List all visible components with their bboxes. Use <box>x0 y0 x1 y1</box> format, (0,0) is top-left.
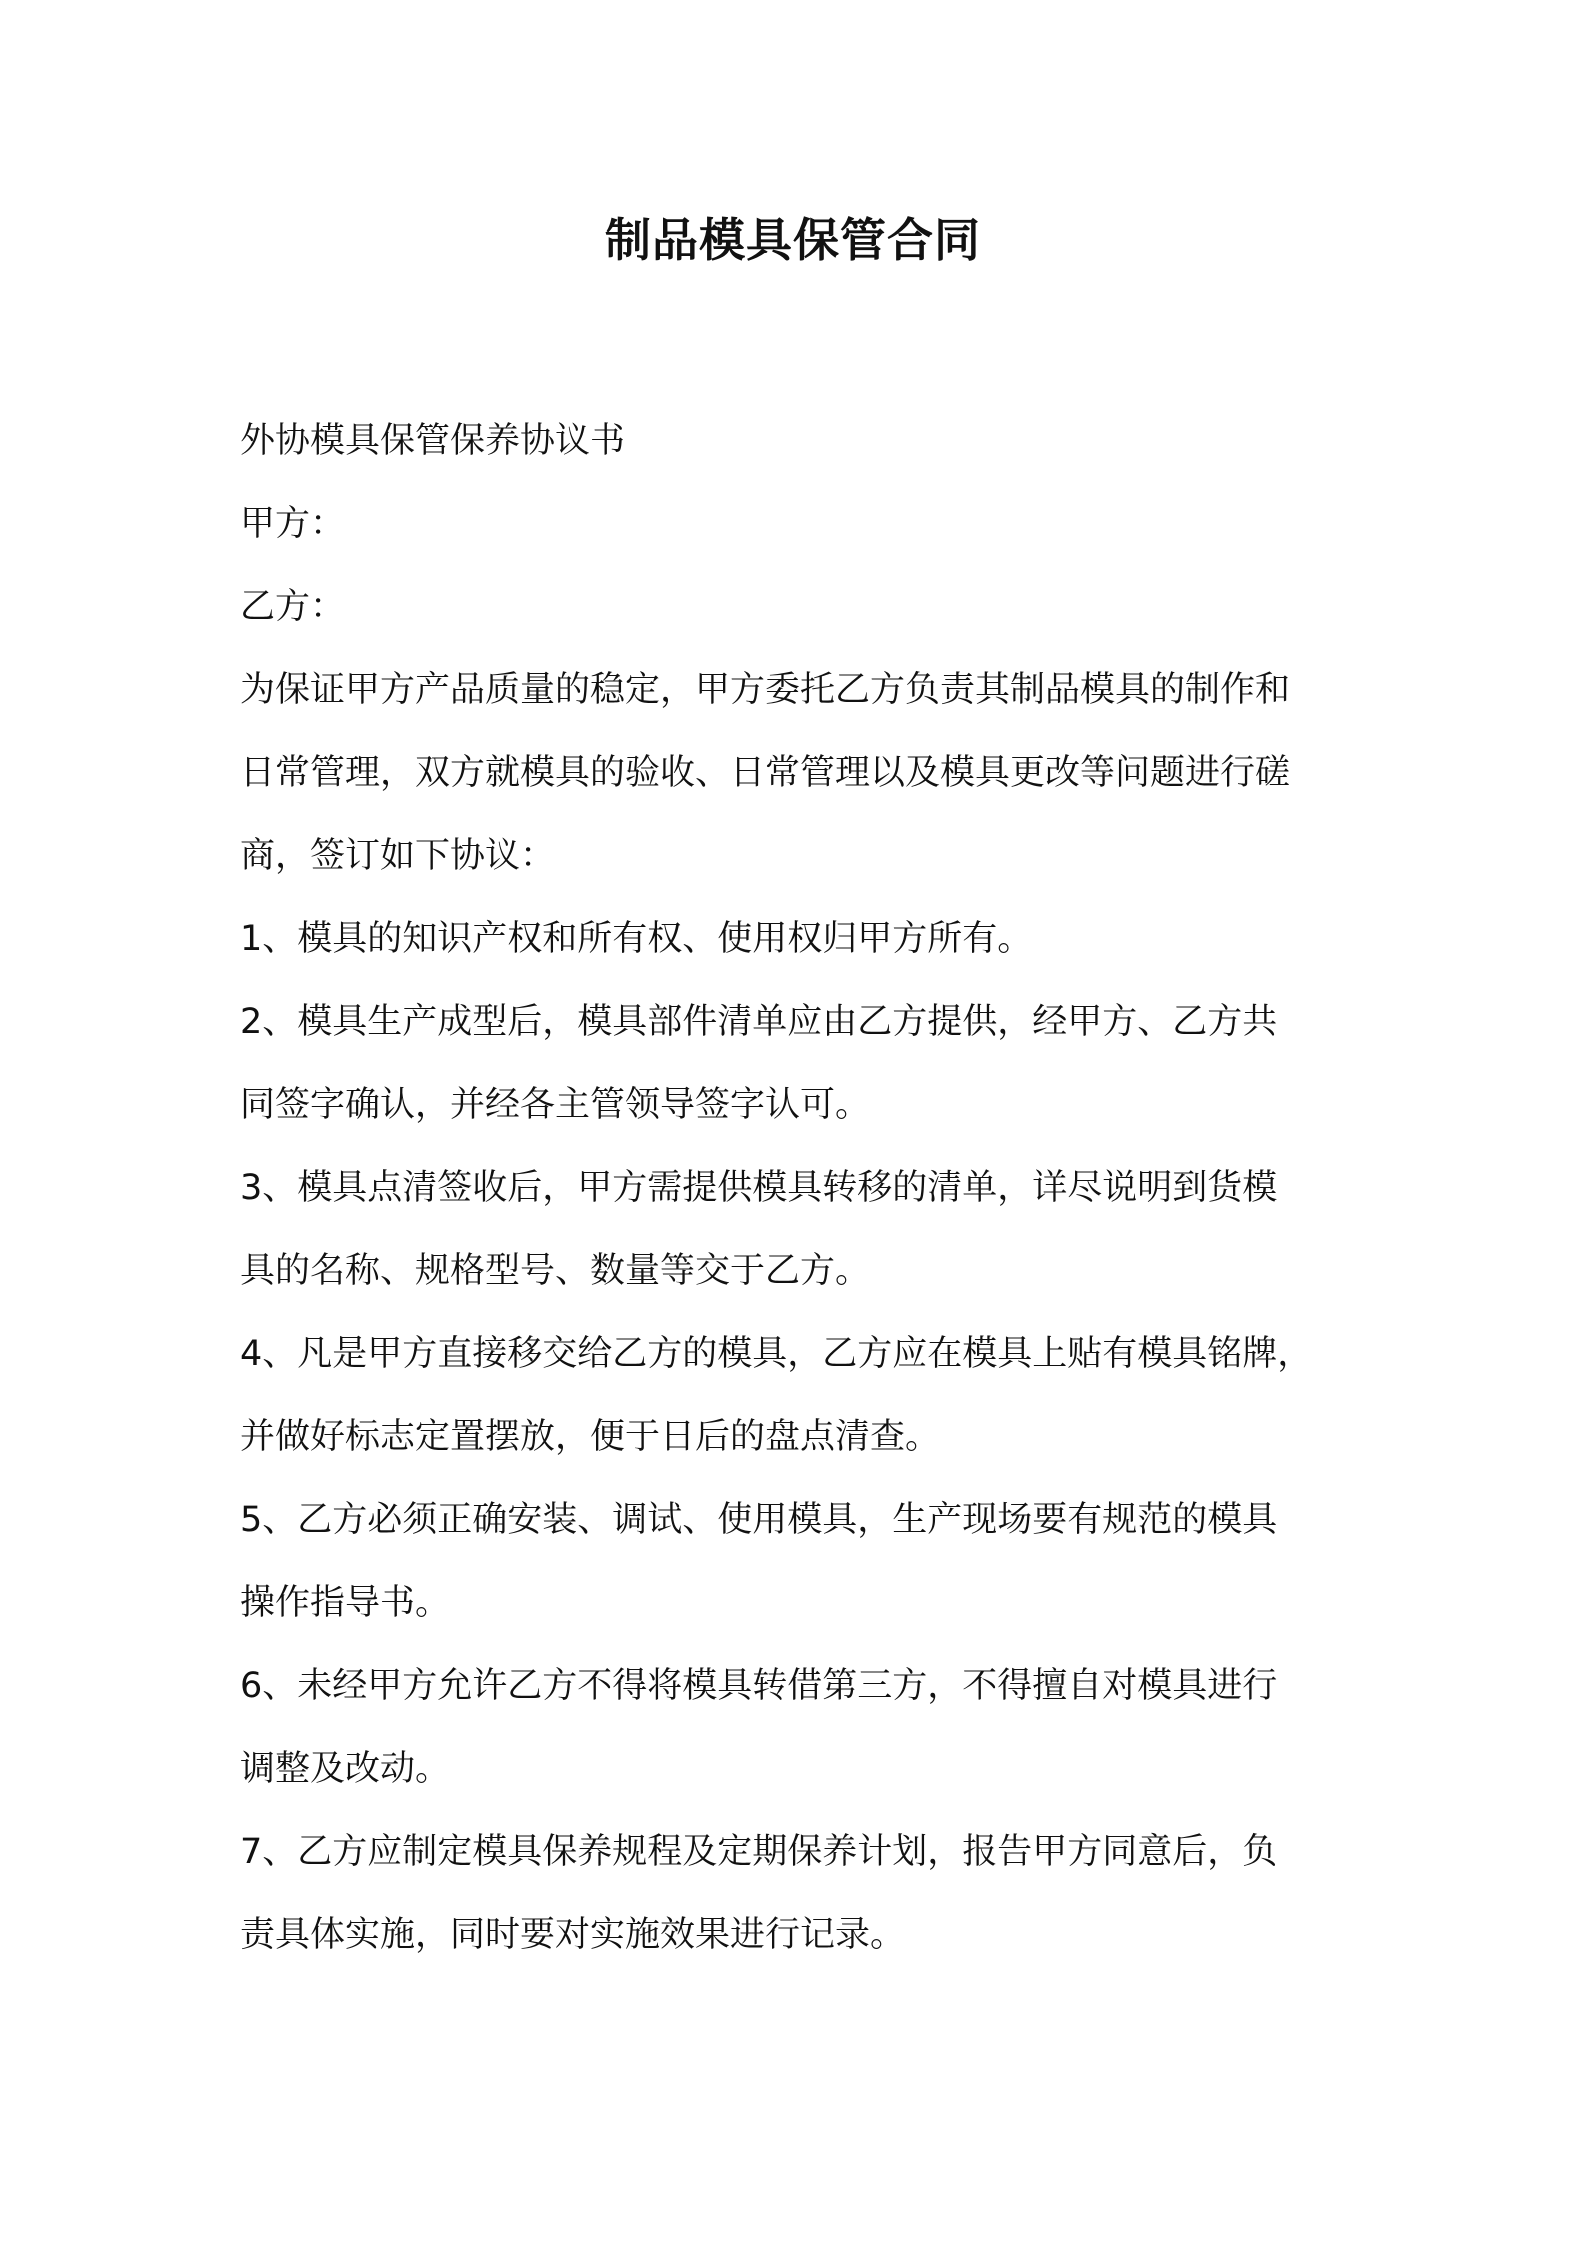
clause-7-line-2: 责具体实施，同时要对实施效果进行记录。 <box>240 1915 906 1955</box>
clause-3-line-2: 具的名称、规格型号、数量等交于乙方。 <box>240 1251 871 1291</box>
clause-1-line-1: 1、模具的知识产权和所有权、使用权归甲方所有。 <box>240 919 1033 959</box>
clause-2-line-1: 2、模具生产成型后，模具部件清单应由乙方提供，经甲方、乙方共 <box>240 1002 1278 1042</box>
preamble-line-3: 商，签订如下协议： <box>240 836 556 876</box>
party-b-line: 乙方： <box>240 587 346 627</box>
document-body <box>240 400 1370 1977</box>
clause-6-line-1: 6、未经甲方允许乙方不得将模具转借第三方，不得擅自对模具进行 <box>240 1666 1278 1706</box>
agreement-heading: 外协模具保管保养协议书 <box>240 421 626 461</box>
clause-5-line-1: 5、乙方必须正确安装、调试、使用模具，生产现场要有规范的模具 <box>240 1500 1278 1540</box>
preamble-line-1: 为保证甲方产品质量的稳定，甲方委托乙方负责其制品模具的制作和 <box>240 670 1291 710</box>
preamble-line-2: 日常管理，双方就模具的验收、日常管理以及模具更改等问题进行磋 <box>240 753 1291 793</box>
clause-4-line-2: 并做好标志定置摆放，便于日后的盘点清查。 <box>240 1417 941 1457</box>
document-title: 制品模具保管合同 <box>605 213 981 267</box>
clause-6-line-2: 调整及改动。 <box>240 1749 451 1789</box>
clause-5-line-2: 操作指导书。 <box>240 1583 451 1623</box>
clause-3-line-1: 3、模具点清签收后，甲方需提供模具转移的清单，详尽说明到货模 <box>240 1168 1278 1208</box>
clause-7-line-1: 7、乙方应制定模具保养规程及定期保养计划，报告甲方同意后，负 <box>240 1832 1278 1872</box>
clause-2-line-2: 同签字确认，并经各主管领导签字认可。 <box>240 1085 871 1125</box>
clause-4-line-1: 4、凡是甲方直接移交给乙方的模具，乙方应在模具上贴有模具铭牌， <box>240 1334 1313 1374</box>
party-a-line: 甲方： <box>240 504 346 544</box>
